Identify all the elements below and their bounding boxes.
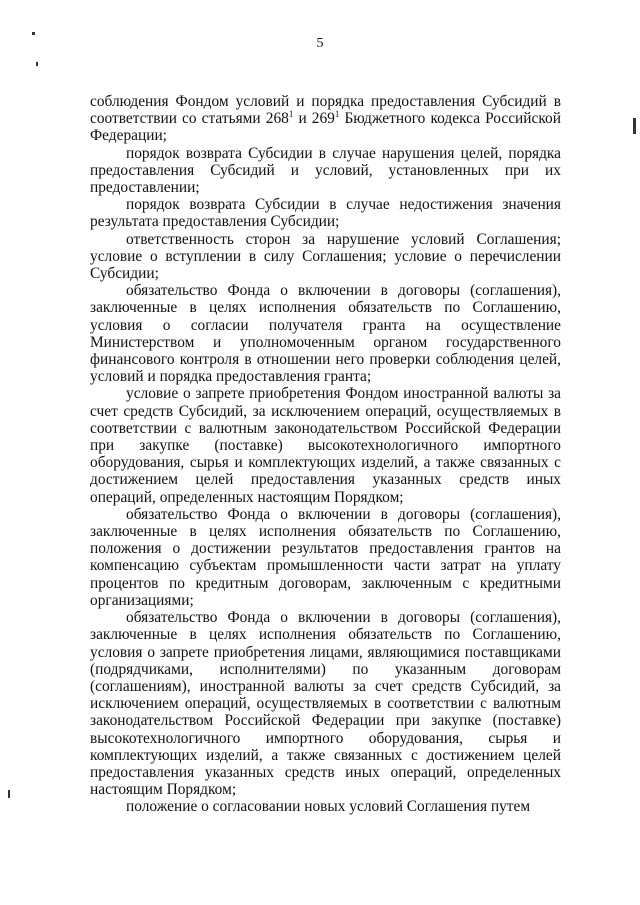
paragraph-8: обязательство Фонда о включении в договоры (соглашения), заключенные в целях исполнения обязательств по Соглашению, условия о запрете приобретения лицами, являющимися поставщиками (подрядчиками, исполнителями) по указанным договорам (соглашениям), иностранной валюты за счет средств Субсидий, за исключением операций, осуществляемых в соответствии с валютным законодательством Российской Федерации при закупке (поставке) высокотехнологичного импортного оборудования, сырья и комплектующих изделий, а также связанных с достижением целей предоставления указанных средств иных операций, определенных настоящим Порядком; — [90, 609, 561, 799]
superscript-2: 1 — [334, 109, 340, 120]
paragraph-5: обязательство Фонда о включении в договоры (соглашения), заключенные в целях исполнения обязательств по Соглашению, условия о согласии получателя гранта на осуществление Министерством и уполномоченным органом государственного финансового контроля в отношении него проверки соблюдения целей, условий и порядка предоставления гранта; — [90, 282, 561, 386]
superscript-1: 1 — [288, 109, 294, 120]
paragraph-2: порядок возврата Субсидии в случае нарушения целей, порядка предоставления Субсидий и условий, установленных при их предоставлении; — [90, 144, 561, 197]
paragraph-1 — [90, 93, 561, 145]
scan-mark-left-2 — [36, 62, 38, 66]
paragraph-6: условие о запрете приобретения Фондом иностранной валюты за счет средств Субсидий, за исключением операций, осуществляемых в соответствии с валютным законодательством Российской Федерации при закупке (поставке) высокотехнологичного импортного оборудования, сырья и комплектующих изделий, а также связанных с достижением целей предоставления указанных средств иных операций, определенных настоящим Порядком; — [90, 385, 561, 506]
document-body — [90, 93, 561, 816]
paragraph-9: положение о согласовании новых условий Соглашения путем — [126, 798, 531, 816]
scan-mark-left-top — [32, 32, 35, 35]
paragraph-1-text: соблюдения Фондом условий и порядка предоставления Субсидий в соответствии со статьями 268 — [90, 93, 561, 128]
paragraph-1-end: Бюджетного кодекса Российской Федерации; — [90, 110, 561, 145]
paragraph-1-mid: и 269 — [293, 110, 335, 128]
paragraph-4: ответственность сторон за нарушение условий Соглашения; условие о вступлении в силу Соглашения; условие о перечислении Субсидии; — [90, 230, 561, 283]
scan-mark-right-edge — [633, 118, 636, 134]
paragraph-3: порядок возврата Субсидии в случае недостижения значения результата предоставления Субсидии; — [90, 196, 561, 231]
page-number: 5 — [316, 36, 324, 51]
paragraph-7: обязательство Фонда о включении в договоры (соглашения), заключенные в целях исполнения обязательств по Соглашению, положения о достижении результатов предоставления грантов на компенсацию субъектам промышленности части затрат на уплату процентов по кредитным договорам, заключенным с кредитными организациями; — [90, 505, 561, 609]
scan-mark-left-bottom — [8, 790, 10, 798]
